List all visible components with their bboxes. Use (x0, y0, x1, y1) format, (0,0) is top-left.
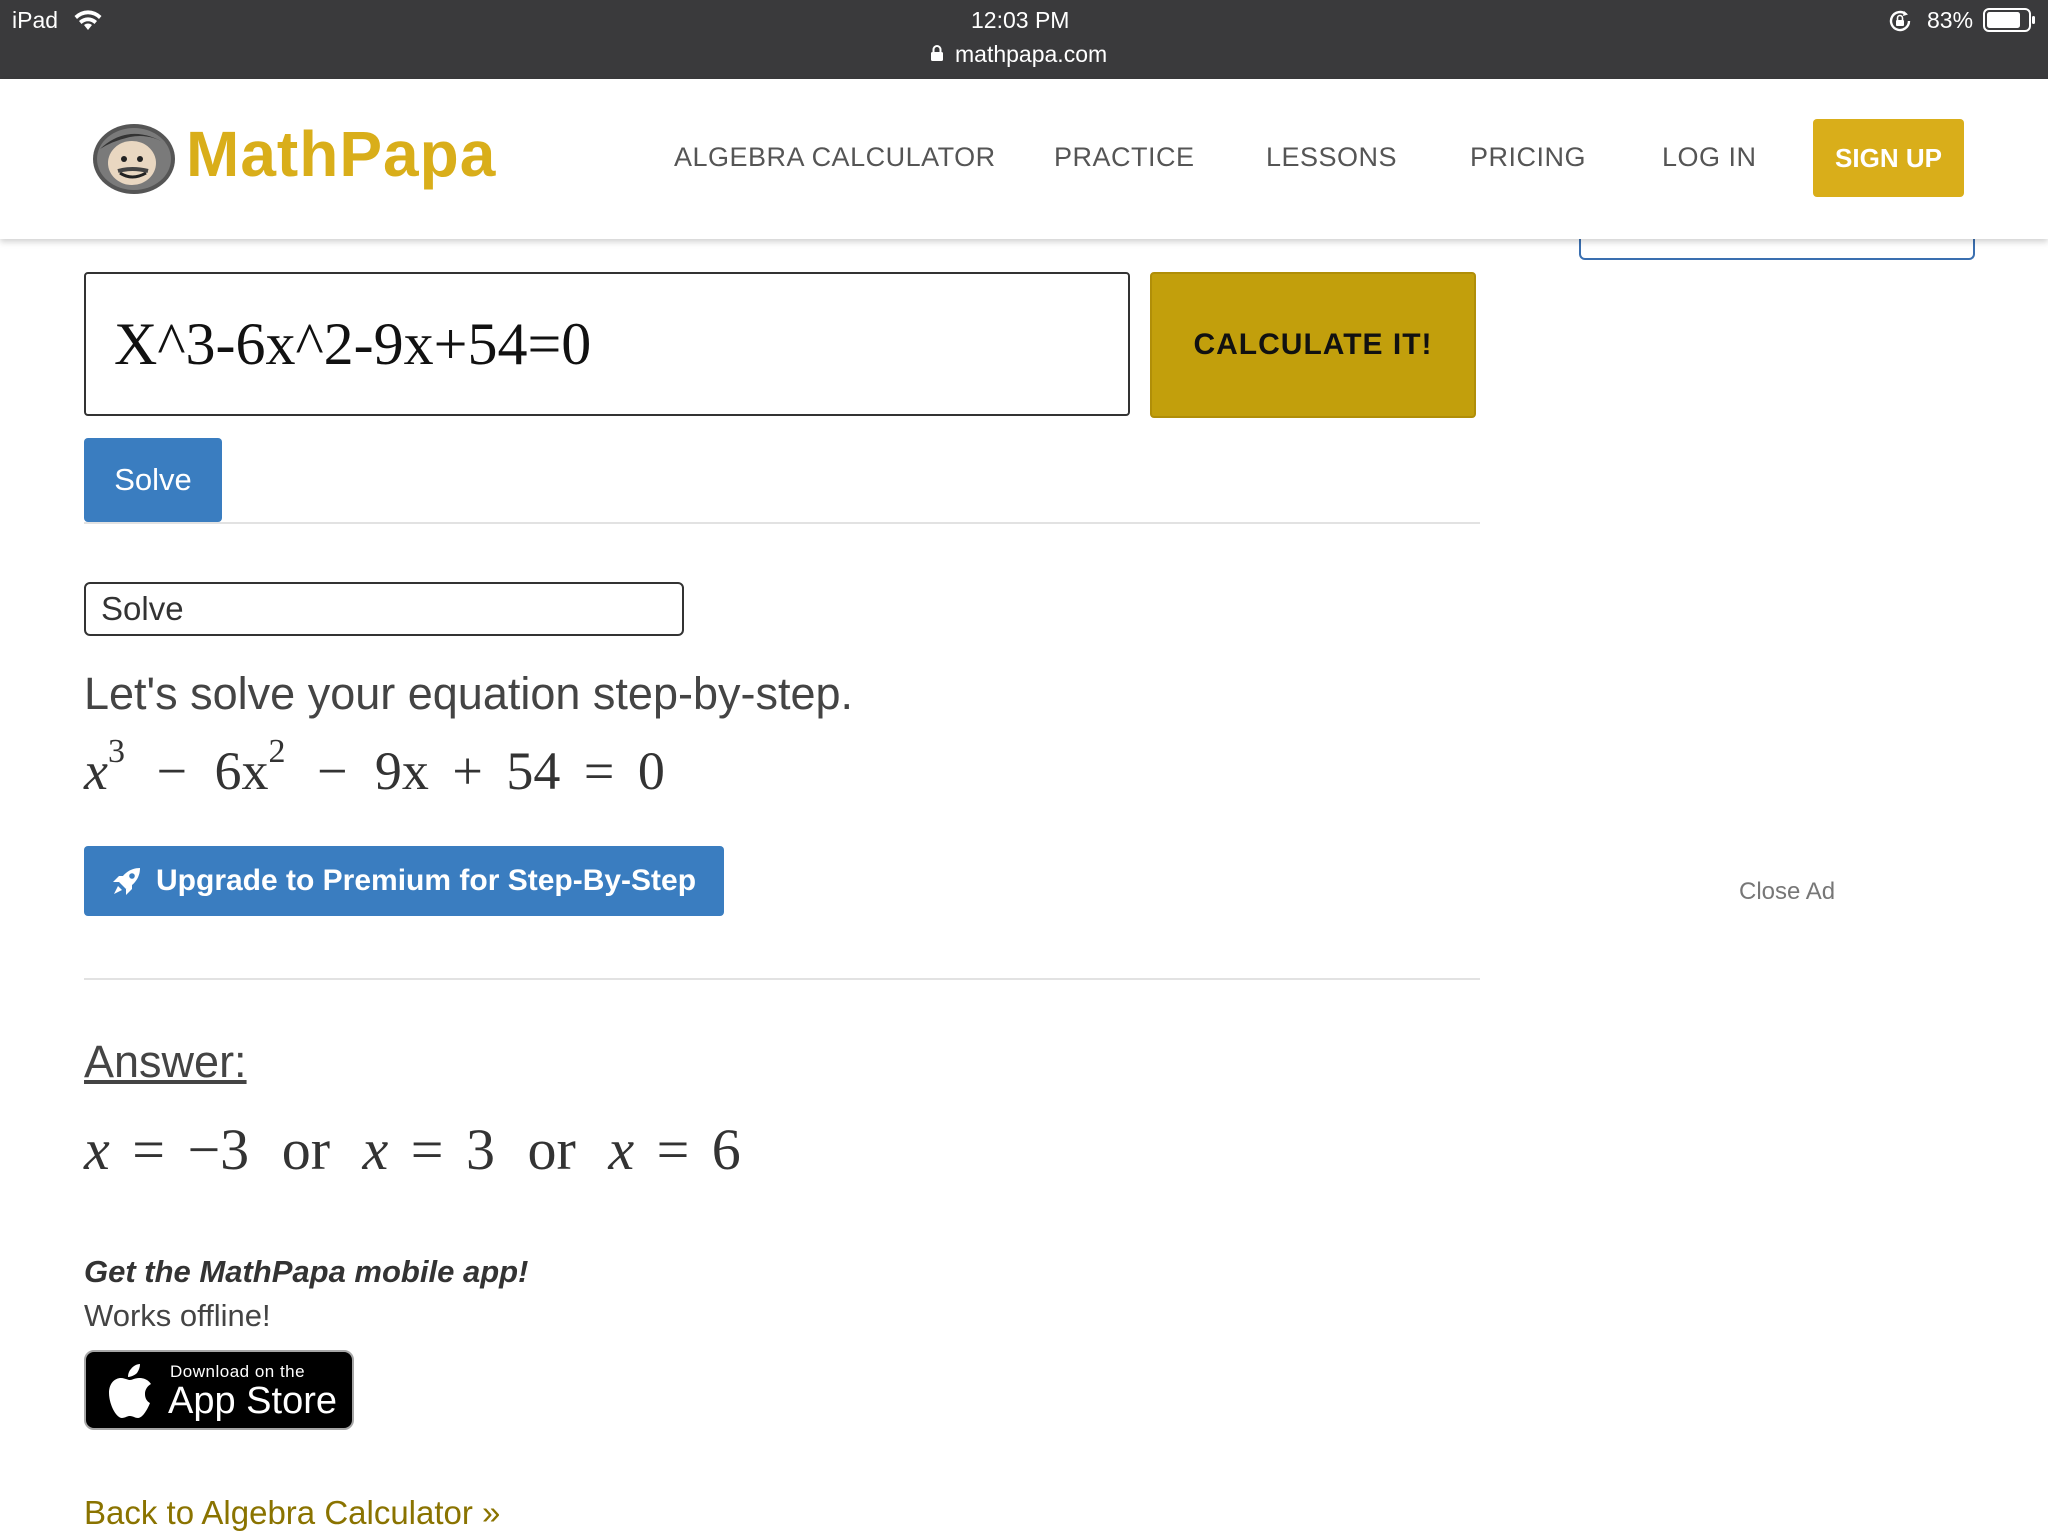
lock-icon (930, 44, 944, 62)
mathpapa-wordmark[interactable]: MathPapa (186, 118, 497, 190)
answer-equals: = (132, 1117, 165, 1182)
rocket-icon (110, 864, 144, 898)
answer-var: x (84, 1117, 110, 1182)
answer-value-1: −3 (187, 1117, 250, 1182)
site-header (0, 79, 2048, 239)
exponent-2: 2 (268, 733, 286, 770)
sign-up-button[interactable]: SIGN UP (1813, 119, 1964, 197)
apple-icon (106, 1364, 154, 1420)
nav-practice[interactable]: PRACTICE (1054, 142, 1195, 172)
nav-algebra-calculator[interactable]: ALGEBRA CALCULATOR (674, 142, 996, 172)
wifi-icon (74, 10, 102, 32)
rhs-0: 0 (637, 741, 665, 801)
exponent-3: 3 (107, 733, 125, 770)
calculate-button[interactable]: CALCULATE IT! (1150, 272, 1476, 418)
app-store-badge-text: App Store (168, 1380, 337, 1422)
app-promo-subtext: Works offline! (84, 1298, 271, 1333)
equation-input[interactable]: X^3-6x^2-9x+54=0 (84, 272, 1130, 416)
orientation-lock-icon (1887, 8, 1913, 34)
answer-or: or (527, 1117, 576, 1182)
answer-or: or (281, 1117, 331, 1182)
back-to-calculator-link[interactable]: Back to Algebra Calculator » (84, 1494, 501, 1531)
answer-value-3: 6 (711, 1117, 741, 1182)
close-ad-button[interactable]: Close Ad (1739, 878, 1836, 905)
answer-var: x (608, 1117, 635, 1182)
divider (84, 522, 1480, 524)
term-6x: 6x (214, 741, 269, 801)
mathpapa-mascot-icon (90, 121, 178, 197)
battery-percent: 83% (1927, 7, 1974, 33)
answer-equals: = (656, 1117, 690, 1182)
upgrade-premium-button[interactable] (84, 846, 724, 916)
operator-minus: − (316, 741, 348, 801)
mode-select[interactable]: Solve (84, 582, 684, 636)
operator-equals: = (583, 741, 615, 801)
answer-display (84, 1116, 741, 1183)
answer-var: x (362, 1117, 389, 1182)
app-store-badge-small-text: Download on the (170, 1362, 306, 1381)
operator-minus: − (156, 741, 187, 801)
nav-pricing[interactable]: PRICING (1470, 142, 1587, 172)
battery-icon (1983, 8, 2037, 32)
operator-plus: + (452, 741, 483, 801)
nav-log-in[interactable]: LOG IN (1662, 142, 1757, 172)
nav-lessons[interactable]: LESSONS (1266, 142, 1398, 172)
equation-display (84, 733, 665, 802)
term-9x: 9x (374, 741, 429, 801)
address-bar-url[interactable]: mathpapa.com (955, 41, 1108, 67)
device-name: iPad (12, 7, 59, 33)
ios-status-bar (0, 0, 2048, 79)
status-time: 12:03 PM (971, 7, 1070, 33)
upgrade-premium-label: Upgrade to Premium for Step-By-Step (156, 864, 697, 897)
answer-heading: Answer: (84, 1036, 247, 1087)
answer-value-2: 3 (465, 1117, 495, 1182)
solution-intro: Let's solve your equation step-by-step. (84, 668, 854, 719)
app-store-badge[interactable] (84, 1350, 354, 1430)
mathpapa-logo[interactable] (90, 121, 178, 197)
solve-button[interactable]: Solve (84, 438, 222, 522)
divider (84, 978, 1480, 980)
term-54: 54 (506, 741, 561, 801)
app-promo-heading: Get the MathPapa mobile app! (84, 1254, 529, 1289)
answer-equals: = (410, 1117, 444, 1182)
term-x-cubed: x (84, 741, 108, 801)
